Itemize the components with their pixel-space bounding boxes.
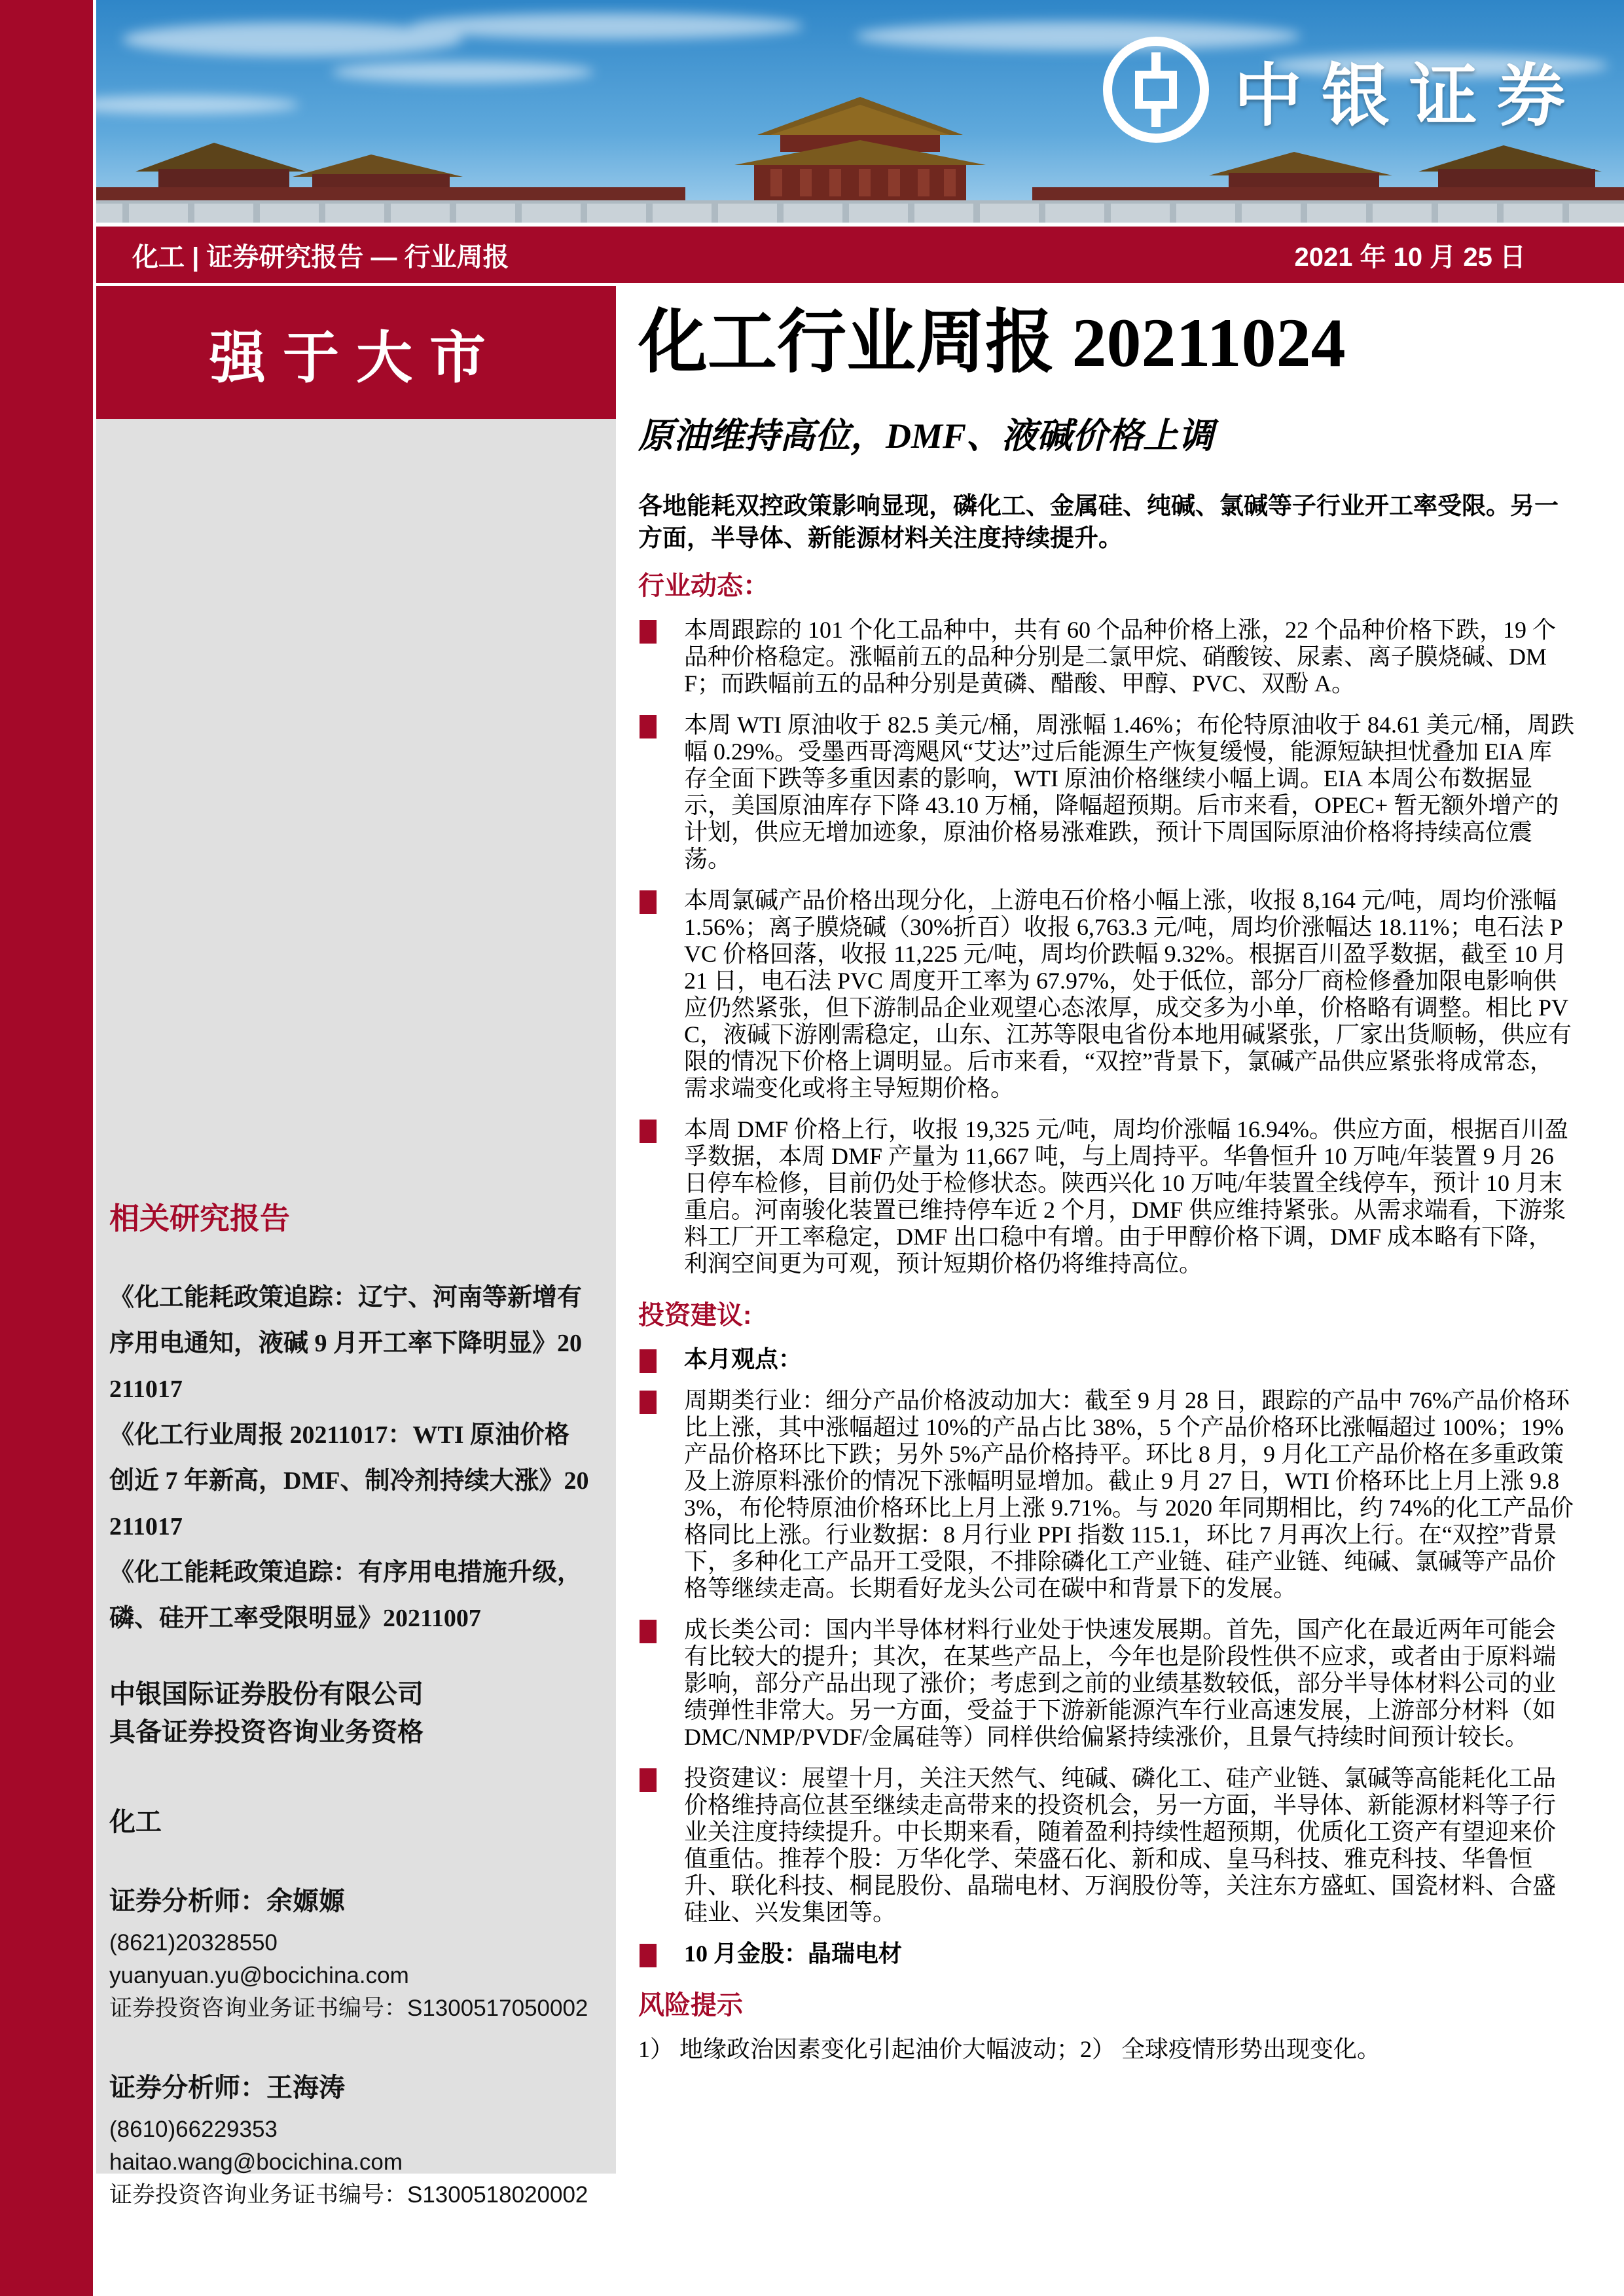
brand-name: 中银证券 (1233, 59, 1585, 134)
report-summary: 各地能耗双控政策影响显现，磷化工、金属硅、纯碱、氯碱等子行业开工率受限。另一方面，半导体、新能源材料关注度持续提升。 (638, 493, 1559, 553)
bullet-text: 成长类公司：国内半导体材料行业处于快速发展期。首先，国产化在最近两年可能会有比较大的提升；其次，在某些产品上，今年也是阶段性供不应求，或者由于原料端影响，部分产品出现了涨价；考虑到之前的业绩基数较低，部分半导体材料公司的业绩弹性非常大。另一方面，受益于下游新能源汽车行业高速发展，上游部分材料（如 DMC/NMP/PVDF/金属硅等）同样供给偏紧持续涨价，且景气持续时间预计较长。 (684, 1616, 1557, 1751)
analyst-role: 证券分析师：余嫄嫄 (109, 1886, 345, 1916)
analyst-cert: 证券投资咨询业务证书编号：S1300517050002 (109, 1995, 588, 2021)
advice-bullet (638, 1387, 1574, 1602)
boc-logo (1100, 34, 1585, 145)
industry-label: 化工 (109, 1807, 162, 1836)
company-qualification: 具备证券投资咨询业务资格 (109, 1717, 424, 1747)
industry-bullet (638, 712, 1574, 873)
category-label: 化工 | 证券研究报告 — 行业周报 (132, 242, 509, 272)
sidebar (96, 419, 616, 2208)
boc-coin-icon (1100, 34, 1212, 145)
banner-photo (96, 0, 1624, 223)
left-red-strip (0, 0, 93, 2296)
analyst-phone: (8621)20328550 (109, 1930, 278, 1956)
advice-bullet (638, 1941, 1574, 1967)
advice-bullet (638, 1346, 1574, 1373)
bullet-square-icon (640, 890, 657, 914)
report-title: 化工行业周报 20211024 (638, 304, 1346, 381)
rating-text: 强于大市 (209, 326, 503, 390)
related-report-item: 《化工能耗政策追踪：有序用电措施升级，磷、硅开工率受限明显》20211007 (109, 1559, 583, 1632)
bullet-square-icon (640, 1768, 657, 1792)
investment-advice-heading: 投资建议: (638, 1301, 752, 1330)
analyst-block (109, 1880, 590, 2025)
analyst-email: yuanyuan.yu@bocichina.com (109, 1963, 409, 1988)
bullet-text: 本周跟踪的 101 个化工品种中，共有 60 个品种价格上涨，22 个品种价格下跌，19 个品种价格稳定。涨幅前五的品种分别是二氯甲烷、硝酸铵、尿素、离子膜烧碱、DMF；而跌幅前五的品种分别是黄磷、醋酸、甲醇、PVC、双酚 A。 (684, 617, 1557, 697)
bullet-text: 本月观点： (684, 1346, 803, 1373)
advice-bullet (638, 1765, 1574, 1926)
related-reports-title: 相关研究报告 (109, 1201, 290, 1235)
rating-box (96, 286, 616, 419)
industry-bullet (638, 887, 1574, 1102)
company-name: 中银国际证券股份有限公司 (109, 1679, 424, 1709)
report-subtitle: 原油维持高位，DMF、液碱价格上调 (638, 416, 1214, 456)
bullet-square-icon (640, 620, 657, 644)
bullet-text: 10 月金股：晶瑞电材 (684, 1941, 903, 1967)
bullet-square-icon (640, 1349, 657, 1373)
analyst-cert: 证券投资咨询业务证书编号：S1300518020002 (109, 2182, 588, 2208)
industry-bullet (638, 1116, 1574, 1277)
advice-bullet (638, 1616, 1574, 1751)
related-report-item: 《化工行业周报 20211017：WTI 原油价格创近 7 年新高，DMF、制冷剂持续大涨》20211017 (109, 1421, 589, 1540)
bullet-text: 投资建议：展望十月，关注天然气、纯碱、磷化工、硅产业链、氯碱等高能耗化工品价格维持高位甚至继续走高带来的投资机会，另一方面，半导体、新能源材料等子行业关注度持续提升。中长期来看，随着盈利持续性超预期，优质化工资产有望迎来价值重估。推荐个股：万华化学、荣盛石化、新和成、皇马科技、雅克科技、华鲁恒升、联化科技、桐昆股份、晶瑞电材、万润股份等，关注东方盛虹、国瓷材料、合盛硅业、兴发集团等。 (684, 1765, 1557, 1926)
main-content (638, 301, 1574, 2064)
bullet-square-icon (640, 1391, 657, 1414)
analyst-block (109, 2067, 590, 2212)
bullet-text: 本周氯碱产品价格出现分化，上游电石价格小幅上涨，收报 8,164 元/吨，周均价涨幅 1.56%；离子膜烧碱（30%折百）收报 6,763.3 元/吨，周均价涨幅达 18.11%；电石法 PVC 价格回落，收报 11,225 元/吨，周均价跌幅 9.32%。根据百川盈孚数据，截至 10 月 21 日，电石法 PVC 周度开工率为 67.97%，处于低位，部分厂商检修叠加限电影响供应仍然紧张，但下游制品企业观望心态浓厚，成交多为小单，价格略有调整。相比 PVC，液碱下游刚需稳定，山东、江苏等限电省份本地用碱紧张，厂家出货顺畅，供应有限的情况下价格上调明显。后市来看，“双控”背景下，氯碱产品供应紧张将成常态，需求端变化或将主导短期价格。 (684, 887, 1572, 1102)
bullet-square-icon (640, 715, 657, 738)
bullet-square-icon (640, 1944, 657, 1967)
bullet-square-icon (640, 1120, 657, 1143)
industry-bullet (638, 617, 1574, 697)
risk-text: 1） 地缘政治因素变化引起油价大幅波动；2） 全球疫情形势出现变化。 (638, 2036, 1381, 2063)
category-date-bar (96, 227, 1624, 283)
analyst-email: haitao.wang@bocichina.com (109, 2149, 403, 2175)
analyst-phone: (8610)66229353 (109, 2117, 278, 2142)
bullet-square-icon (640, 1620, 657, 1643)
industry-news-heading: 行业动态： (638, 572, 769, 601)
related-report-item: 《化工能耗政策追踪：辽宁、河南等新增有序用电通知，液碱 9 月开工率下降明显》20211017 (109, 1284, 583, 1403)
bullet-text: 本周 WTI 原油收于 82.5 美元/桶，周涨幅 1.46%；布伦特原油收于 84.61 美元/桶，周跌幅 0.29%。受墨西哥湾飓风“艾达”过后能源生产恢复缓慢，能源短缺担忧叠加 EIA 库存全面下跌等多重因素的影响，WTI 原油价格继续小幅上调。EIA 本周公布数据显示，美国原油库存下降 43.10 万桶，降幅超预期。后市来看，OPEC+ 暂无额外增产的计划，供应无增加迹象，原油价格易涨难跌，预计下周国际原油价格将持续高位震荡。 (684, 712, 1574, 873)
bullet-text: 周期类行业：细分产品价格波动加大：截至 9 月 28 日，跟踪的产品中 76%产品价格环比上涨，其中涨幅超过 10%的产品占比 38%，5 个产品价格环比涨幅超过 100%；19%产品价格环比下跌；另外 5%产品价格持平。环比 8 月，9 月化工产品价格在多重政策及上游原料涨价的情况下涨幅明显增加。截止 9 月 27 日，WTI 价格环比上月上涨 9.83%，布伦特原油价格环比上月上涨 9.71%。与 2020 年同期相比，约 74%的化工产品价格同比上涨。行业数据：8 月行业 PPI 指数 115.1，环比 7 月再次上行。在“双控”背景下，多种化工产品开工受限，不排除磷化工产业链、硅产业链、纯碱、氯碱等产品价格等继续走高。长期看好龙头公司在碳中和背景下的发展。 (684, 1387, 1574, 1602)
bullet-text: 本周 DMF 价格上行，收报 19,325 元/吨，周均价涨幅 16.94%。供应方面，根据百川盈孚数据，本周 DMF 产量为 11,667 吨，与上周持平。华鲁恒升 10 万吨/年装置 9 月 26 日停车检修，目前仍处于检修状态。陕西兴化 10 万吨/年装置全线停车，预计 10 月末重启。河南骏化装置已维持停车近 2 个月，DMF 供应维持紧张。从需求端看，下游浆料工厂开工率稳定，DMF 出口稳中有增。由于甲醇价格下调，DMF 成本略有下降，利润空间更为可观，预计短期价格仍将维持高位。 (684, 1116, 1569, 1277)
analyst-role: 证券分析师：王海涛 (109, 2073, 345, 2102)
risk-heading: 风险提示 (638, 1991, 743, 2020)
report-date: 2021 年 10 月 25 日 (1294, 242, 1526, 272)
